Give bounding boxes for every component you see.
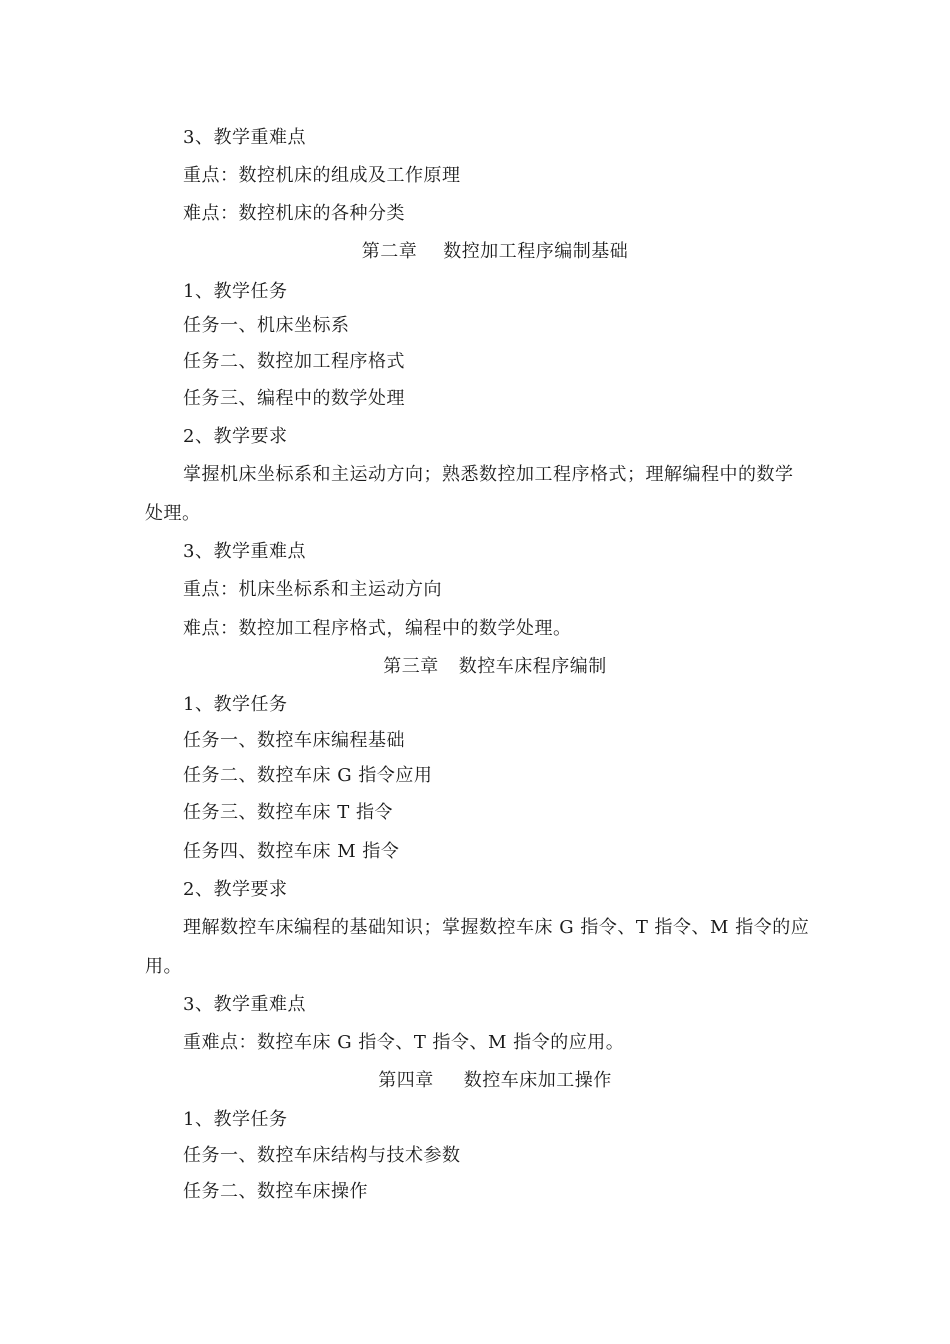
ch4-tasks-heading: 1、教学任务 — [183, 1109, 288, 1130]
ch3-requirements-heading: 2、教学要求 — [183, 879, 288, 900]
ch2-difficult-point: 难点：数控加工程序格式，编程中的数学处理。 — [183, 618, 572, 639]
ch2-chapter-title: 数控加工程序编制基础 — [443, 241, 629, 262]
ch3-tasks-heading: 1、教学任务 — [183, 694, 288, 715]
ch3-key-and-difficult-point: 重难点：数控车床 G 指令、T 指令、M 指令的应用。 — [183, 1032, 625, 1053]
ch3-requirements-line2: 用。 — [145, 956, 182, 977]
ch2-task-3: 任务三、编程中的数学处理 — [183, 388, 405, 409]
ch3-heading — [0, 655, 950, 679]
ch3-chapter-label: 第三章 — [383, 656, 439, 677]
ch4-task-1: 任务一、数控车床结构与技术参数 — [183, 1145, 461, 1166]
ch1-key-point: 重点：数控机床的组成及工作原理 — [183, 165, 461, 186]
ch2-requirements-line1: 掌握机床坐标系和主运动方向；熟悉数控加工程序格式；理解编程中的数学 — [183, 464, 794, 485]
ch2-keypoints-heading: 3、教学重难点 — [183, 541, 306, 562]
ch3-task-2: 任务二、数控车床 G 指令应用 — [183, 765, 433, 786]
ch1-keypoints-heading: 3、教学重难点 — [183, 127, 306, 148]
ch2-task-1: 任务一、机床坐标系 — [183, 315, 350, 336]
ch4-chapter-title: 数控车床加工操作 — [463, 1070, 612, 1091]
ch3-task-3: 任务三、数控车床 T 指令 — [183, 802, 393, 823]
ch2-heading — [0, 240, 950, 264]
ch4-heading — [0, 1069, 950, 1093]
ch3-keypoints-heading: 3、教学重难点 — [183, 994, 306, 1015]
ch2-key-point: 重点：机床坐标系和主运动方向 — [183, 579, 442, 600]
ch3-requirements-line1: 理解数控车床编程的基础知识；掌握数控车床 G 指令、T 指令、M 指令的应 — [183, 917, 810, 938]
ch4-task-2: 任务二、数控车床操作 — [183, 1181, 368, 1202]
ch4-chapter-label: 第四章 — [378, 1070, 434, 1091]
ch3-task-1: 任务一、数控车床编程基础 — [183, 730, 405, 751]
ch2-task-2: 任务二、数控加工程序格式 — [183, 351, 405, 372]
ch2-requirements-line2: 处理。 — [145, 503, 201, 524]
ch3-task-4: 任务四、数控车床 M 指令 — [183, 841, 400, 862]
ch3-chapter-title: 数控车床程序编制 — [458, 656, 607, 677]
ch1-difficult-point: 难点：数控机床的各种分类 — [183, 203, 405, 224]
ch2-tasks-heading: 1、教学任务 — [183, 281, 288, 302]
ch2-requirements-heading: 2、教学要求 — [183, 426, 288, 447]
ch2-chapter-label: 第二章 — [361, 241, 418, 262]
